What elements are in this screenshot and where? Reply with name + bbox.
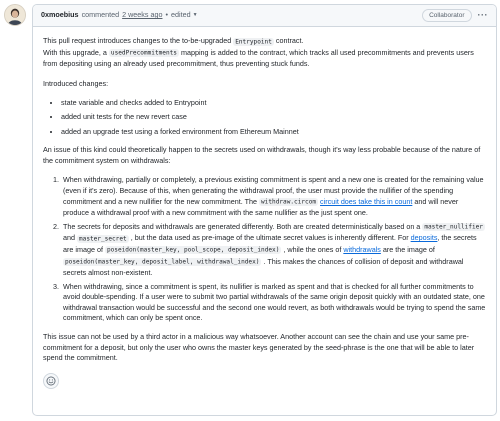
code-entrypoint: Entrypoint — [235, 38, 272, 45]
text: With this upgrade, a — [43, 47, 109, 57]
code-poseidon-withdrawal: poseidon(master_key, deposit_label, withdrawal_index) — [65, 258, 260, 266]
list-item: 3. When withdrawing, since a commitment is spent, its nullifier is marked as spent and that is checked for all further commitments to avoid double-spending. If a user were to submit two partial withdrawals of the same origin deposit quickly with an outdated state, one withdrawal transaction would be successful and the second one would revert, as both withdrawals would be trying to spend the same commitment, which can only be spent once. — [61, 282, 486, 324]
edited-menu[interactable] — [171, 10, 198, 21]
comment-header — [33, 5, 496, 27]
more-options-icon[interactable]: ··· — [477, 10, 488, 21]
closing-paragraph: This issue can not be used by a third actor in a malicious way whatsoever. Another account can see the chain and use your same pre-commitment for a deposit, but only the user who owns the master keys generated by the seed-phrase is the one that will be able to later spend the commitment. — [43, 332, 475, 363]
text: and — [63, 233, 77, 243]
timestamp-link[interactable]: 2 weeks ago — [122, 10, 163, 20]
code-used-precommitments: usedPrecommitments — [110, 49, 177, 57]
text: , the secrets are image of — [63, 233, 477, 254]
text: contract. — [273, 36, 304, 45]
list-item — [61, 175, 486, 218]
author-link[interactable]: 0xmoebius — [41, 10, 79, 20]
smiley-icon — [46, 376, 56, 386]
text: When withdrawing, partially or completely, a previous existing commitment is spent and a new one is created for the remaining value (even if it's zero). Because of this, when generating the withdrawal proof, the user must provide the nullifier of the spending commitment and a new nullifier for the new commitment. The — [63, 175, 484, 206]
issue-intro: An issue of this kind could theoretically happen to the secrets used on withdrawals, though it's way less probable because of the nature of the commitment system on withdrawals: — [43, 145, 481, 165]
avatar-image — [5, 5, 25, 25]
comment-action: commented — [81, 10, 120, 20]
code-master-secret: master_secret — [79, 235, 127, 243]
text: This pull request introduces changes to the to-be-upgraded — [43, 36, 234, 45]
list-item: • state variable and checks added to Entrypoint — [61, 98, 486, 109]
deposits-link[interactable]: deposits — [410, 233, 438, 243]
comment-caret — [32, 11, 33, 21]
changes-heading: Introduced changes: — [43, 78, 109, 88]
intro-paragraph — [43, 36, 486, 70]
text: mapping is added to the contract, which tracks all used precommitments and prevents users from depositing using an already used precommitment, thus preventing stuck funds. — [43, 47, 474, 69]
avatar[interactable] — [4, 4, 26, 26]
separator-dot: • — [165, 10, 169, 20]
list-item — [61, 222, 486, 279]
changes-list — [61, 98, 486, 137]
comment-body — [33, 27, 496, 389]
text: The secrets for deposits and withdrawals are generated differently. Both are created deterministically based on a — [63, 221, 423, 231]
code-poseidon-deposit: poseidon(master_key, pool_scope, deposit_index) — [106, 246, 280, 254]
circuit-link[interactable]: circuit does take this in count — [320, 196, 413, 206]
withdrawals-link[interactable]: withdrawals — [343, 244, 381, 254]
timestamp-wrap — [122, 10, 162, 21]
list-item: • added an upgrade test using a forked environment from Ethereum Mainnet — [61, 127, 486, 138]
list-item: • added unit tests for the new revert case — [61, 112, 486, 123]
reasons-list — [61, 175, 486, 324]
text: . This makes the chances of collision of deposit and withdrawal secrets almost non-existent. — [63, 256, 464, 278]
text: , while the ones of — [281, 244, 344, 254]
text: , but the data used as pre-image of the ultimate secret values is inherently different. For — [128, 233, 411, 243]
text: are the image of — [380, 244, 435, 254]
edited-label: edited — [171, 10, 191, 20]
collaborator-badge: Collaborator — [422, 9, 471, 22]
code-master-nullifier: master_nullifier — [424, 223, 484, 231]
add-reaction-button[interactable] — [43, 373, 59, 389]
chevron-down-icon: ▼ — [192, 12, 198, 19]
comment-box — [32, 4, 497, 416]
text: and will never produce a withdrawal proof with a new commitment with the same nullifier as the just spent one. — [63, 196, 459, 218]
code-withdraw-circom: withdraw.circom — [261, 198, 317, 206]
